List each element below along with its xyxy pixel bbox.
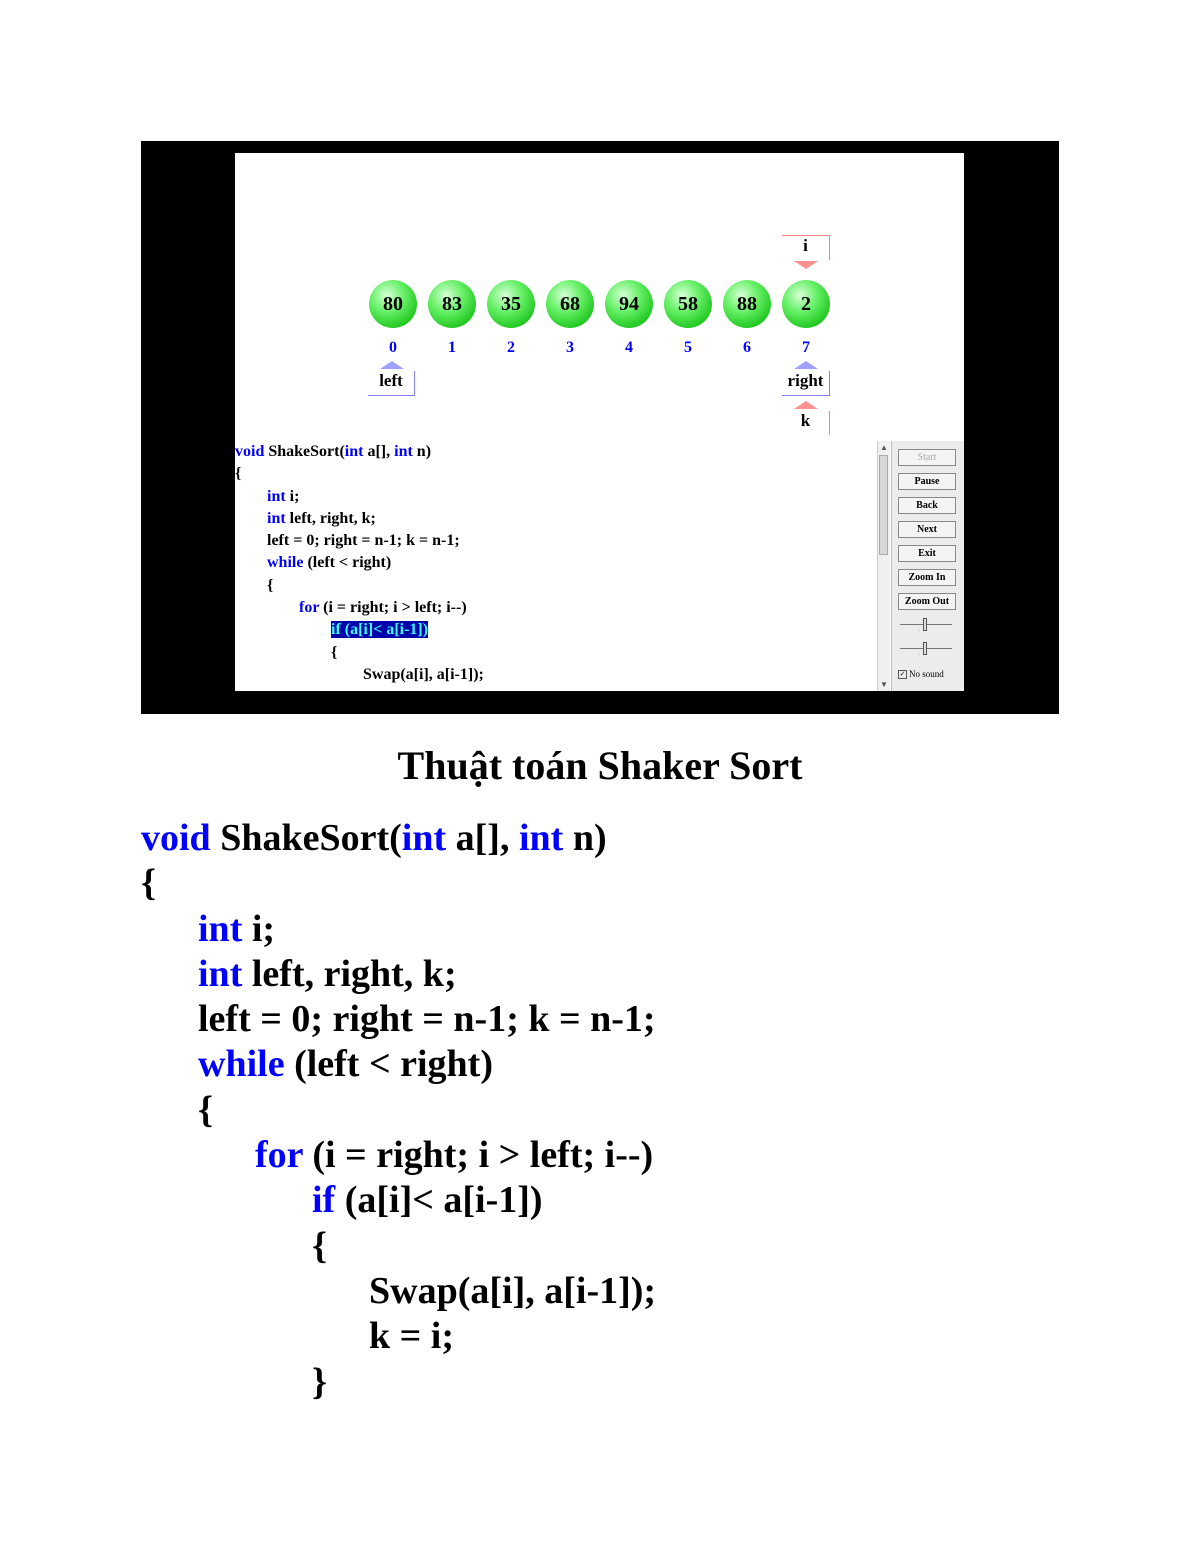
code-text: n) <box>563 817 607 859</box>
code-keyword: void <box>141 817 211 859</box>
speed-slider[interactable] <box>900 618 952 632</box>
code-line <box>141 1088 656 1133</box>
pointer-i-label: i <box>803 236 808 255</box>
zoom-slider[interactable] <box>900 642 952 656</box>
visualizer-code-view <box>235 441 875 686</box>
code-text: left, right, k; <box>242 952 457 995</box>
pointer-left-box <box>368 371 415 396</box>
code-line <box>141 1269 656 1314</box>
code-text <box>235 554 267 571</box>
code-text <box>235 599 299 616</box>
pointer-k-arrow <box>794 401 818 409</box>
control-panel <box>891 441 964 691</box>
code-line <box>141 1314 656 1359</box>
code-line <box>235 486 875 508</box>
code-line <box>235 441 875 463</box>
pointer-right-box <box>782 371 830 396</box>
code-text: ShakeSort( <box>264 443 345 460</box>
code-text <box>141 908 198 950</box>
code-keyword: while <box>198 1043 285 1086</box>
code-line <box>141 816 656 861</box>
code-keyword: for <box>255 1134 303 1177</box>
code-text <box>141 953 198 995</box>
array-node: 80 <box>369 280 417 328</box>
code-keyword: while <box>267 554 304 572</box>
code-line <box>141 907 656 952</box>
array-node: 58 <box>664 280 712 328</box>
code-line <box>141 952 656 997</box>
array-node: 94 <box>605 280 653 328</box>
code-keyword: int <box>267 509 286 527</box>
code-text: { <box>235 465 242 483</box>
exit-button[interactable]: Exit <box>898 545 956 562</box>
array-index-label: 4 <box>625 339 633 356</box>
code-text: a[], <box>363 443 395 460</box>
code-keyword: int <box>401 817 447 859</box>
array-node: 2 <box>782 280 830 328</box>
code-text: i; <box>242 907 276 950</box>
code-text: i; <box>285 487 300 505</box>
code-text: { <box>235 643 338 661</box>
array-node: 88 <box>723 280 771 328</box>
code-line <box>141 861 656 906</box>
array-index-label: 5 <box>684 339 692 356</box>
code-line <box>235 619 875 641</box>
code-text <box>235 621 331 638</box>
slider-ticks: ··· <box>918 652 930 658</box>
array-node: 83 <box>428 280 476 328</box>
page-title: Thuật toán Shaker Sort <box>397 743 803 788</box>
pointer-right-label: right <box>787 371 824 390</box>
zoom-out-button[interactable]: Zoom Out <box>898 593 956 610</box>
code-text: n) <box>412 443 432 460</box>
code-text: { <box>141 1088 213 1131</box>
array-index-label: 0 <box>389 339 397 356</box>
array-index-label: 7 <box>802 339 810 356</box>
code-scrollbar[interactable] <box>877 441 890 691</box>
code-text <box>141 1043 198 1085</box>
code-line <box>235 530 875 552</box>
zoom-in-button[interactable]: Zoom In <box>898 569 956 586</box>
scroll-down-icon[interactable]: ▼ <box>880 680 888 689</box>
checkbox-icon[interactable]: ✓ <box>899 670 906 679</box>
code-text: (left < right) <box>284 1043 493 1086</box>
code-text <box>235 488 267 505</box>
start-button[interactable]: Start <box>898 449 956 466</box>
array-index-label: 3 <box>566 339 574 356</box>
pause-button[interactable]: Pause <box>898 473 956 490</box>
highlighted-statement: if (a[i]< a[i-1]) <box>331 621 429 639</box>
array-node: 35 <box>487 280 535 328</box>
code-text: (i = right; i > left; i--) <box>302 1134 654 1177</box>
code-text: left = 0; right = n-1; k = n-1; <box>235 532 460 550</box>
code-text: { <box>235 576 274 594</box>
code-keyword: void <box>235 443 265 460</box>
no-sound-label: No sound <box>909 669 944 679</box>
code-text: (i = right; i > left; i--) <box>319 599 467 617</box>
code-line <box>235 642 875 664</box>
code-keyword: int <box>344 443 364 460</box>
code-line <box>235 664 875 686</box>
pointer-left-label: left <box>379 371 403 390</box>
code-text <box>141 1134 255 1176</box>
code-text: left = 0; right = n-1; k = n-1; <box>141 998 656 1041</box>
array-node: 68 <box>546 280 594 328</box>
code-listing <box>141 816 656 1405</box>
code-keyword: for <box>299 599 320 617</box>
array-index-label: 2 <box>507 339 515 356</box>
code-line <box>141 1224 656 1269</box>
code-line <box>141 1178 656 1223</box>
code-text: (a[i]< a[i-1]) <box>335 1179 543 1222</box>
code-line <box>235 552 875 574</box>
visualizer-window <box>235 153 964 691</box>
pointer-k-label: k <box>800 411 811 430</box>
code-keyword: int <box>518 817 564 859</box>
code-line <box>141 1360 656 1405</box>
code-text: (left < right) <box>303 554 392 572</box>
code-text: a[], <box>446 817 519 859</box>
code-text <box>235 510 267 527</box>
code-text: Swap(a[i], a[i-1]); <box>235 665 484 683</box>
code-text <box>141 1179 312 1221</box>
scroll-up-icon[interactable]: ▲ <box>880 443 888 452</box>
code-keyword: if <box>312 1179 336 1222</box>
code-text: left, right, k; <box>285 509 376 527</box>
code-text: Swap(a[i], a[i-1]); <box>141 1269 657 1312</box>
code-keyword: int <box>198 907 243 950</box>
pointer-k-box <box>782 411 830 435</box>
code-line <box>141 1133 656 1178</box>
code-keyword: int <box>267 487 286 505</box>
code-line <box>141 1042 656 1087</box>
code-keyword: int <box>394 443 413 460</box>
pointer-left-arrow <box>380 361 404 369</box>
screenshot-frame <box>141 141 1059 714</box>
pointer-i-box <box>782 235 830 260</box>
pointer-i-arrow <box>794 261 818 269</box>
slider-ticks: ··· <box>918 628 930 634</box>
code-line <box>235 597 875 619</box>
code-keyword: int <box>198 952 243 995</box>
code-line <box>141 997 656 1042</box>
code-line <box>235 508 875 530</box>
code-text: } <box>141 1360 327 1403</box>
array-index-label: 6 <box>743 339 751 356</box>
code-line <box>235 463 875 485</box>
code-text: k = i; <box>141 1315 454 1358</box>
back-button[interactable]: Back <box>898 497 956 514</box>
code-text: { <box>141 862 156 905</box>
pointer-right-arrow <box>794 361 818 369</box>
scrollbar-thumb[interactable] <box>879 455 888 555</box>
code-text: { <box>141 1224 327 1267</box>
array-index-label: 1 <box>448 339 456 356</box>
code-line <box>235 575 875 597</box>
no-sound-checkbox[interactable] <box>898 669 944 679</box>
code-text: ShakeSort( <box>210 817 402 859</box>
next-button[interactable]: Next <box>898 521 956 538</box>
